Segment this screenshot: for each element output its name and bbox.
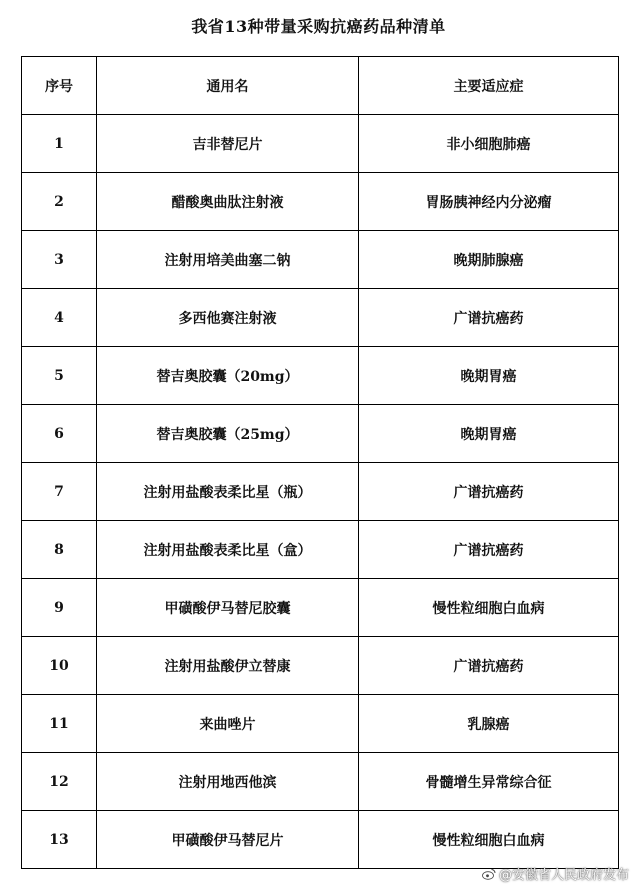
cell-generic-name: 来曲唑片 <box>97 695 359 753</box>
header-generic-name: 通用名 <box>97 57 359 115</box>
cell-serial-number: 4 <box>22 289 97 347</box>
cell-generic-name: 多西他赛注射液 <box>97 289 359 347</box>
cell-generic-name: 注射用盐酸伊立替康 <box>97 637 359 695</box>
cell-generic-name: 甲磺酸伊马替尼胶囊 <box>97 579 359 637</box>
cell-main-indication: 非小细胞肺癌 <box>359 115 619 173</box>
cell-main-indication: 胃肠胰神经内分泌瘤 <box>359 173 619 231</box>
cell-main-indication: 广谱抗癌药 <box>359 289 619 347</box>
table-row <box>22 695 619 753</box>
watermark <box>482 864 629 883</box>
weibo-icon <box>482 868 496 880</box>
cell-serial-number: 5 <box>22 347 97 405</box>
header-main-indication: 主要适应症 <box>359 57 619 115</box>
table-row <box>22 521 619 579</box>
table-row <box>22 347 619 405</box>
cell-serial-number: 8 <box>22 521 97 579</box>
cell-serial-number: 2 <box>22 173 97 231</box>
cell-serial-number: 3 <box>22 231 97 289</box>
cell-generic-name: 注射用培美曲塞二钠 <box>97 231 359 289</box>
table-row <box>22 753 619 811</box>
cell-serial-number: 12 <box>22 753 97 811</box>
cell-generic-name: 注射用地西他滨 <box>97 753 359 811</box>
cell-generic-name: 吉非替尼片 <box>97 115 359 173</box>
table-body <box>22 115 619 869</box>
cell-main-indication: 晚期胃癌 <box>359 347 619 405</box>
cell-serial-number: 10 <box>22 637 97 695</box>
cell-serial-number: 1 <box>22 115 97 173</box>
cell-main-indication: 骨髓增生异常综合征 <box>359 753 619 811</box>
cell-main-indication: 晚期胃癌 <box>359 405 619 463</box>
cell-generic-name: 注射用盐酸表柔比星（盒） <box>97 521 359 579</box>
header-serial-number: 序号 <box>22 57 97 115</box>
table-row <box>22 173 619 231</box>
cell-serial-number: 6 <box>22 405 97 463</box>
cell-main-indication: 乳腺癌 <box>359 695 619 753</box>
cell-main-indication: 慢性粒细胞白血病 <box>359 579 619 637</box>
table-header-row <box>22 57 619 115</box>
table-row <box>22 463 619 521</box>
cell-serial-number: 11 <box>22 695 97 753</box>
cell-generic-name: 醋酸奥曲肽注射液 <box>97 173 359 231</box>
table-row <box>22 811 619 869</box>
document-title: 我省13种带量采购抗癌药品种清单 <box>191 17 446 36</box>
cell-generic-name: 替吉奥胶囊（25mg） <box>97 405 359 463</box>
table-row <box>22 231 619 289</box>
cell-generic-name: 替吉奥胶囊（20mg） <box>97 347 359 405</box>
cell-generic-name: 注射用盐酸表柔比星（瓶） <box>97 463 359 521</box>
cell-serial-number: 13 <box>22 811 97 869</box>
cell-serial-number: 7 <box>22 463 97 521</box>
cell-serial-number: 9 <box>22 579 97 637</box>
watermark-text: @安徽省人民政府发布 <box>498 868 629 883</box>
cell-main-indication: 慢性粒细胞白血病 <box>359 811 619 869</box>
table-row <box>22 289 619 347</box>
cell-main-indication: 晚期肺腺癌 <box>359 231 619 289</box>
table-row <box>22 115 619 173</box>
table-row <box>22 637 619 695</box>
table-row <box>22 579 619 637</box>
cell-main-indication: 广谱抗癌药 <box>359 521 619 579</box>
table-row <box>22 405 619 463</box>
cell-main-indication: 广谱抗癌药 <box>359 463 619 521</box>
cell-generic-name: 甲磺酸伊马替尼片 <box>97 811 359 869</box>
drug-list-table <box>21 56 619 869</box>
cell-main-indication: 广谱抗癌药 <box>359 637 619 695</box>
